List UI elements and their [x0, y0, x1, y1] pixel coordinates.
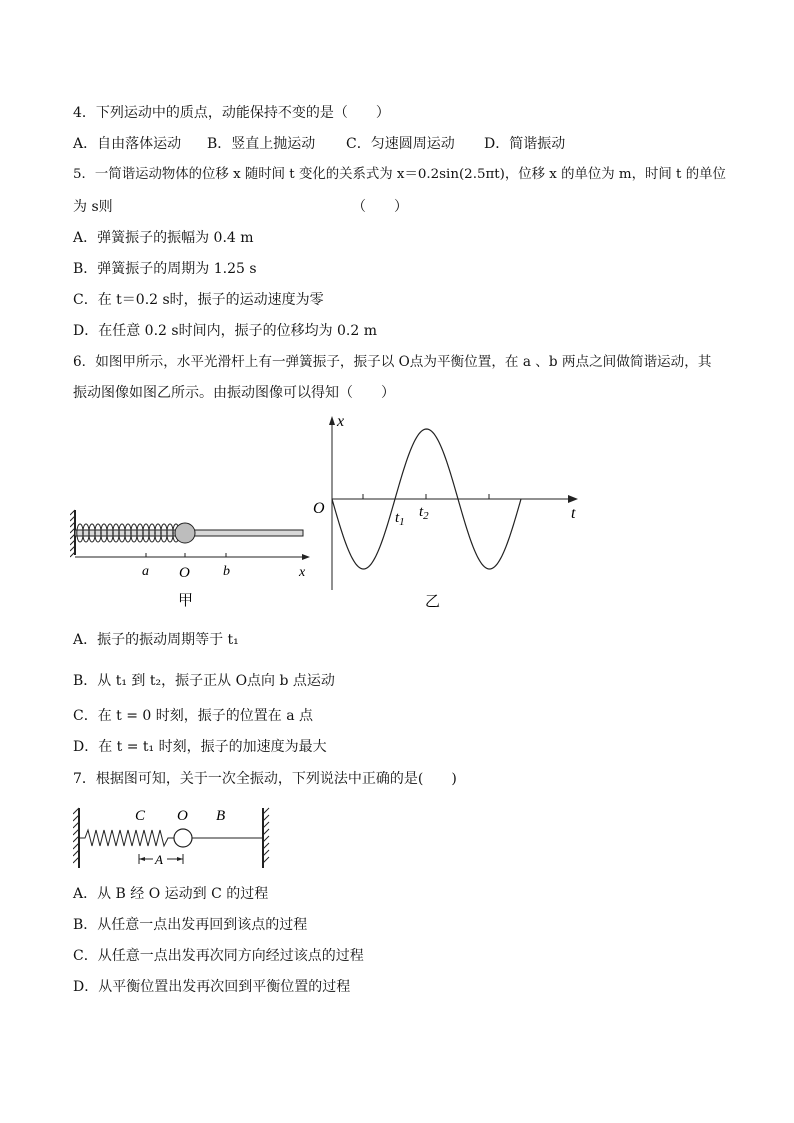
- spring-oscillator-figure: [70, 505, 320, 610]
- q7-option-b: B．从任意一点出发再回到该点的过程: [73, 917, 308, 933]
- label-o: O: [177, 808, 188, 824]
- q7-stem: 7．根据图可知，关于一次全振动，下列说法中正确的是( ): [73, 771, 457, 787]
- full-vibration-figure: [73, 800, 273, 872]
- q4-option-d: D．简谐振动: [484, 136, 566, 152]
- label-b: b: [223, 564, 230, 579]
- q5-option-a: A．弹簧振子的振幅为 0.4 m: [73, 230, 254, 246]
- spring-zigzag: [79, 830, 174, 846]
- graph-label-t: t: [571, 505, 576, 522]
- graph-label-t2: $t_2$: [419, 504, 429, 522]
- time-axis-arrow: [568, 495, 578, 503]
- q6-option-b: B．从 t₁ 到 t₂，振子正从 O点向 b 点运动: [73, 673, 335, 689]
- graph-label-x: x: [337, 413, 345, 430]
- q6-option-c: C．在 t = 0 时刻，振子的位置在 a 点: [73, 708, 314, 724]
- graph-label-o: O: [313, 500, 325, 517]
- q4-option-b: B．竖直上抛运动: [207, 136, 316, 152]
- label-c: C: [135, 808, 146, 824]
- q5-option-c: C．在 t＝0.2 s时，振子的运动速度为零: [73, 292, 324, 308]
- label-a: a: [142, 564, 149, 579]
- q5-bracket: （ ）: [352, 199, 408, 215]
- q4-option-c: C．匀速圆周运动: [346, 136, 455, 152]
- q6-stem-line1: 6．如图甲所示，水平光滑杆上有一弹簧振子，振子以 O点为平衡位置，在 a 、b 两点之间做简谐运动，其: [73, 354, 712, 370]
- q4-stem: 4．下列运动中的质点，动能保持不变的是（ ）: [73, 105, 390, 121]
- amp-arrow-left: [139, 857, 145, 861]
- q6-stem-line2: 振动图像如图乙所示。由振动图像可以得知（ ）: [73, 385, 395, 401]
- vertical-axis-arrow: [329, 416, 335, 425]
- q5-stem-line1: 5．一简谐运动物体的位移 x 随时间 t 变化的关系式为 x＝0.2sin(2.5πt)，位移 x 的单位为 m，时间 t 的单位: [73, 167, 726, 182]
- amp-arrow-right: [177, 857, 183, 861]
- q5-option-b: B．弹簧振子的周期为 1.25 s: [73, 261, 257, 277]
- q6-option-d: D．在 t = t₁ 时刻，振子的加速度为最大: [73, 739, 327, 755]
- oscillator-ball: [175, 523, 195, 543]
- q4-option-a: A．自由落体运动: [73, 136, 182, 152]
- caption-jia: 甲: [178, 591, 194, 609]
- label-o: O: [179, 565, 190, 581]
- q6-option-a: A．振子的振动周期等于 t₁: [73, 632, 239, 648]
- q7-option-a: A．从 B 经 O 运动到 C 的过程: [73, 886, 269, 902]
- q5-option-d: D．在任意 0.2 s时间内，振子的位移均为 0.2 m: [73, 323, 378, 339]
- caption-yi: 乙: [425, 592, 441, 610]
- q5-stem-line2: 为 s则: [73, 199, 113, 215]
- vibration-graph-figure: [305, 410, 595, 610]
- label-x: x: [299, 565, 306, 580]
- q7-option-c: C．从任意一点出发再次同方向经过该点的过程: [73, 948, 364, 964]
- q7-option-d: D．从平衡位置出发再次回到平衡位置的过程: [73, 979, 351, 995]
- label-b: B: [216, 808, 226, 824]
- ball: [174, 829, 192, 847]
- graph-label-t1: $t_1$: [395, 510, 405, 528]
- label-a: A: [155, 852, 163, 867]
